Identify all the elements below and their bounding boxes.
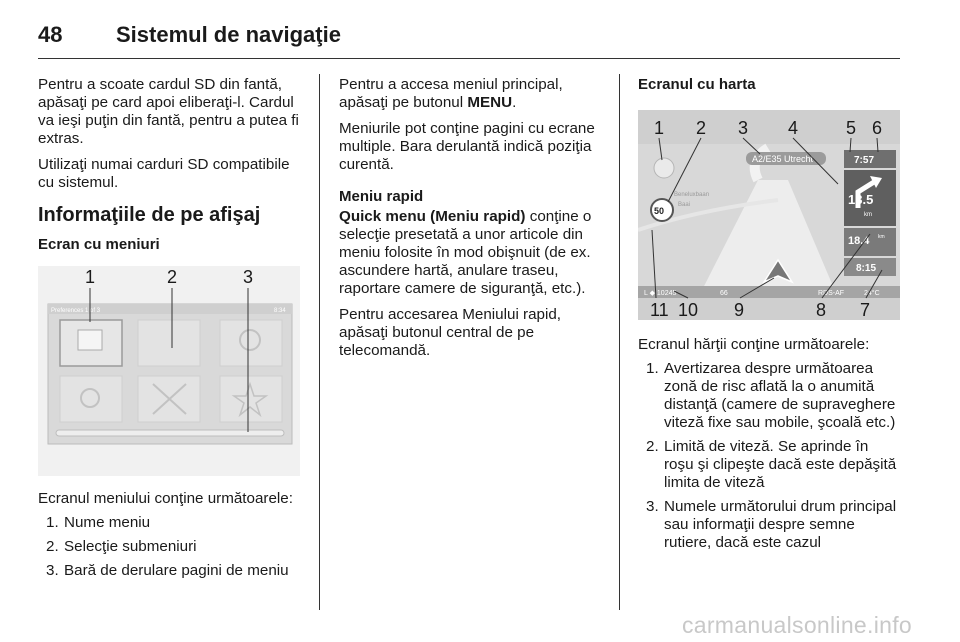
menu-button-label: MENU xyxy=(467,94,513,111)
page-title: Sistemul de navigaţie xyxy=(116,22,341,47)
column-3 xyxy=(638,76,900,558)
arrival-time: 8:15 xyxy=(856,263,877,274)
menu-callout-2: 2 xyxy=(167,267,178,287)
remaining-distance-unit: km xyxy=(878,234,885,240)
road-name: A2/E35 Utrecht xyxy=(752,154,814,164)
map-list-intro: Ecranul hărţii conţine următoarele: xyxy=(638,336,870,353)
temperature: 24°C xyxy=(864,290,880,297)
map-callout-7: 7 xyxy=(860,300,871,320)
section-title-quick-menu: Meniu rapid xyxy=(339,188,424,205)
list-item: 3. Numele următorului drum principal sau informaţii despre semne rutiere, dacă este cazul xyxy=(646,498,897,551)
column-divider-2 xyxy=(619,74,620,610)
menu-screen-figure xyxy=(38,266,300,476)
menu-callout-3: 3 xyxy=(243,267,254,287)
status-left: L ◆ 10245 xyxy=(644,290,677,297)
column-divider-1 xyxy=(319,74,320,610)
column-2 xyxy=(339,76,605,368)
subsection-title-menu-screen: Ecran cu meniuri xyxy=(38,236,160,253)
map-callout-9: 9 xyxy=(734,300,745,320)
remaining-distance: 18.4 xyxy=(848,235,870,247)
map-items-list xyxy=(638,360,900,552)
paragraph-sd-eject: Pentru a scoate cardul SD din fantă, apăsaţi pe card apoi eliberaţi-l. Cardul va ieşi puţin din fantă, pentru a putea fi extras. xyxy=(38,76,299,147)
paragraph-menu-pages: Meniurile pot conţine pagini cu ecrane multiple. Bara derulantă indică poziţia curentă. xyxy=(339,120,595,173)
quick-menu-label: Quick menu (Meniu rapid) xyxy=(339,208,526,225)
map-callout-3: 3 xyxy=(738,118,749,138)
map-callout-6: 6 xyxy=(872,118,883,138)
menu-screen-header-right: 8:34 xyxy=(274,308,286,314)
street-label-2: Baai xyxy=(678,202,691,208)
clock: 7:57 xyxy=(854,155,875,166)
next-turn-unit: km xyxy=(864,212,872,218)
map-callout-1: 1 xyxy=(654,118,665,138)
map-callout-2: 2 xyxy=(696,118,707,138)
next-turn-distance: 13.5 xyxy=(848,192,874,207)
page-number: 48 xyxy=(38,22,63,47)
watermark: carmanualsonline.info xyxy=(681,612,912,638)
status-mid: 66 xyxy=(720,290,728,297)
paragraph-main-menu: Pentru a accesa meniul principal, apăsaţi pe butonul MENU. xyxy=(339,76,563,111)
paragraph-quick-menu: Quick menu (Meniu rapid) conţine o selecţie presetată a unor articole din meniu folosite în mod obişnuit (de ex. ascundere hartă, anulare traseu, raportare camere de siguranţă, etc.). xyxy=(339,208,592,297)
header-rule xyxy=(38,58,900,59)
map-screen-figure xyxy=(638,110,900,320)
map-screen-illustration xyxy=(638,110,900,320)
section-title-map-screen: Ecranul cu harta xyxy=(638,76,756,93)
column-1 xyxy=(38,76,306,586)
menu-callout-1: 1 xyxy=(85,267,96,287)
map-callout-10: 10 xyxy=(678,300,699,320)
street-label-1: Beneluxbaan xyxy=(674,192,710,198)
menu-list-intro: Ecranul meniului conţine următoarele: xyxy=(38,490,293,507)
list-item: 1. Nume meniu xyxy=(46,514,151,531)
map-callout-11: 11 xyxy=(650,300,669,320)
section-title-display-info: Informaţiile de pe afişaj xyxy=(38,204,261,226)
rds-indicator: RDS-AF xyxy=(818,290,845,297)
list-item: 2. Limită de viteză. Se aprinde în roşu şi clipeşte dacă este depăşită limita de viteză xyxy=(646,438,897,491)
paragraph-quick-menu-access: Pentru accesarea Meniului rapid, apăsaţi butonul central de pe telecomandă. xyxy=(339,306,562,359)
list-item: 1. Avertizarea despre următoarea zonă de risc aflată la o anumită distanţă (camere de supraveghere viteză fixe sau mobile, şcoală etc.) xyxy=(646,360,896,431)
list-item: 3. Bară de derulare pagini de meniu xyxy=(46,562,289,579)
speed-limit-value: 50 xyxy=(654,206,665,216)
map-callout-8: 8 xyxy=(816,300,827,320)
menu-screen-illustration xyxy=(38,266,300,476)
list-item: 2. Selecţie submeniuri xyxy=(46,538,197,555)
map-callout-4: 4 xyxy=(788,118,799,138)
page-header xyxy=(38,18,341,52)
menu-screen-header-left: Preferences 1 of 3 xyxy=(51,308,101,314)
paragraph-sd-compat: Utilizaţi numai carduri SD compatibile cu sistemul. xyxy=(38,156,290,191)
map-callout-5: 5 xyxy=(846,118,857,138)
menu-items-list xyxy=(38,514,306,580)
